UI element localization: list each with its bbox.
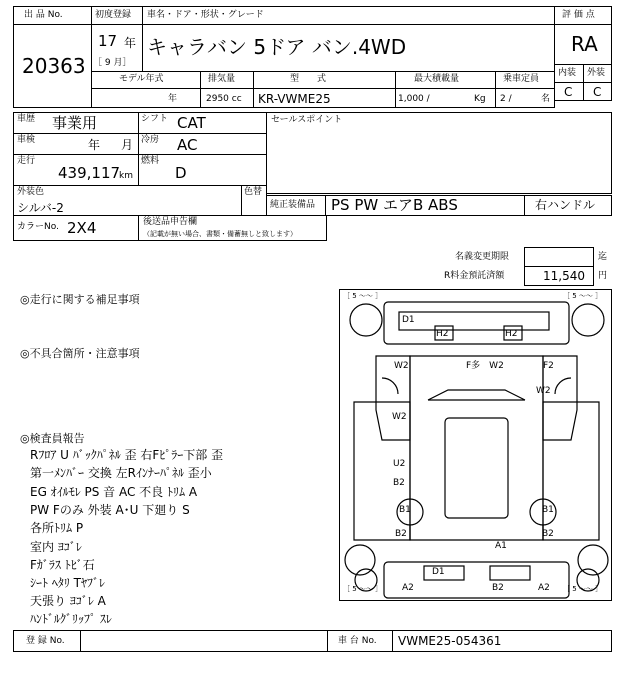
reg-no-label: 登 録 No. (26, 636, 65, 646)
inspection-year: 年 (88, 138, 101, 152)
mark-d1-bottom: D1 (432, 567, 445, 577)
recycle-amount: 11,540 (543, 269, 585, 283)
capacity-label: 乗車定員 (503, 74, 540, 84)
tire-left-top: ［ 5 〜〜 ］ (343, 292, 383, 300)
color-no-value: 2X4 (67, 219, 97, 237)
car-name: キャラバン 5ドア バン.4WD (147, 35, 407, 59)
inspector-report-label: ◎検査員報告 (20, 432, 85, 445)
report-line: 室内 ﾖｺﾞﾚ (30, 540, 82, 554)
lot-label: 出 品 No. (24, 10, 63, 20)
capacity-unit: 名 (541, 94, 551, 104)
mark-h2-right: H2 (505, 329, 518, 339)
tire-right-bottom: ［ 5 〜〜 ］ (563, 585, 603, 593)
first-reg-month: ［ 9 月］ (93, 58, 132, 68)
name-change-label: 名義変更期限 (455, 252, 510, 262)
mark-b2-bottom: B2 (492, 583, 504, 593)
recolor-label: 色替 (244, 187, 263, 197)
report-line: ｼｰﾄ ﾍﾀﾘ Tﾔﾌﾞﾚ (30, 576, 105, 590)
exterior-grade: C (593, 85, 602, 99)
max-load-label: 最大積載量 (414, 74, 460, 84)
shipping-label: 後送品申告欄 (143, 217, 198, 227)
interior-label: 内装 (558, 68, 577, 78)
standard-equip-value: PS PW エアB ABS (331, 196, 458, 214)
mark-u2: U2 (393, 459, 406, 469)
color-value: シルバ-2 (17, 201, 64, 215)
shift-value: CAT (177, 114, 206, 132)
mark-d1-top: D1 (402, 315, 415, 325)
mark-b2-center: B2 (393, 478, 405, 488)
mark-b2-left: B2 (395, 529, 407, 539)
inspection-month: 月 (121, 138, 134, 152)
report-line: 天張り ﾖｺﾞﾚ A (30, 594, 106, 608)
max-load-unit: Kg (474, 94, 486, 104)
report-line: ﾊﾝﾄﾞﾙｸﾞﾘｯﾌﾟ ｽﾚ (30, 612, 112, 626)
car-diagram (339, 289, 612, 601)
report-line: 第一ﾒﾝﾊﾞｰ 交換 左Rｲﾝﾅｰﾊﾟﾈﾙ 歪小 (30, 466, 212, 480)
mark-h2-left: H2 (436, 329, 449, 339)
max-load-value: 1,000 / (398, 94, 430, 104)
eval-label: 評 価 点 (562, 10, 595, 20)
lot-number: 20363 (22, 54, 86, 78)
shipping-note: （記載が無い場合、書類・備蓄無しと致します） (143, 230, 297, 238)
interior-grade: C (564, 85, 573, 99)
mark-a2-right: A2 (538, 583, 550, 593)
displacement-value: 2950 cc (206, 94, 242, 104)
mileage-unit: km (119, 171, 133, 181)
driving-notes-label: ◎走行に関する補足事項 (20, 293, 140, 306)
tire-left-bottom: ［ 5 〜〜 ］ (343, 585, 383, 593)
exterior-label: 外装 (587, 68, 606, 78)
aircon-value: AC (177, 136, 198, 154)
history-label: 車歴 (17, 114, 36, 124)
mark-w2-left-top: W2 (394, 361, 409, 371)
name-change-box (524, 247, 594, 267)
mark-f2: F2 (543, 361, 554, 371)
car-name-label: 車名・ドア・形状・グレード (147, 10, 264, 20)
report-line: EG ｵｲﾙﾓﾚ PS 音 AC 不良 ﾄﾘﾑ A (30, 485, 198, 499)
chassis-label: 車 台 No. (338, 636, 377, 646)
recycle-unit: 円 (598, 271, 608, 281)
capacity-value: 2 / (500, 94, 512, 104)
mark-w2-right: W2 (536, 386, 551, 396)
mark-b1-right: B1 (542, 505, 554, 515)
car-outline (340, 290, 613, 602)
mark-a1: A1 (495, 541, 507, 551)
fuel-label: 燃料 (141, 156, 160, 166)
first-reg-year-unit: 年 (124, 36, 137, 50)
mileage-label: 走行 (17, 156, 36, 166)
report-line: Fｶﾞﾗｽ ﾄﾋﾞ石 (30, 558, 95, 572)
defects-label: ◎不具合箇所・注意事項 (20, 347, 140, 360)
shift-label: シフト (141, 114, 169, 124)
tire-right-top: ［ 5 〜〜 ］ (563, 292, 603, 300)
report-line: PW Fのみ 外装 A･U 下廻り S (30, 503, 190, 517)
mark-a2-left: A2 (402, 583, 414, 593)
report-line: 各所ﾄﾘﾑ P (30, 521, 84, 535)
mark-b1-left: B1 (399, 505, 411, 515)
mark-f-w2: F多 W2 (466, 361, 504, 371)
first-reg-label: 初度登録 (95, 10, 132, 20)
chassis-number: VWME25-054361 (398, 634, 502, 648)
color-label: 外装色 (17, 187, 45, 197)
displacement-label: 排気量 (208, 74, 236, 84)
first-reg-year: 17 (98, 32, 118, 50)
mark-w2-center: W2 (392, 412, 407, 422)
fuel-value: D (175, 164, 187, 182)
recycle-label: R料金預託済額 (444, 271, 505, 281)
inspection-label: 車検 (17, 135, 36, 145)
aircon-label: 冷房 (141, 135, 160, 145)
sales-point-label: セールスポイント (271, 115, 343, 125)
standard-equip-label: 純正装備品 (270, 200, 316, 210)
mark-b2-right: B2 (542, 529, 554, 539)
color-no-label: カラーNo. (17, 222, 59, 232)
type-value: KR-VWME25 (258, 92, 331, 106)
name-change-unit: 迄 (598, 252, 608, 262)
steering-value: 右ハンドル (535, 198, 596, 212)
history-value: 事業用 (52, 114, 98, 132)
model-year-unit: 年 (168, 94, 178, 104)
mileage-value: 439,117 (58, 164, 121, 182)
model-year-label: モデル年式 (119, 74, 164, 84)
type-label: 型 式 (290, 74, 327, 84)
report-line: Rﾌﾛｱ U ﾊﾞｯｸﾊﾟﾈﾙ 歪 右Fﾋﾟﾗｰ下部 歪 (30, 448, 224, 462)
eval-score: RA (571, 32, 598, 56)
